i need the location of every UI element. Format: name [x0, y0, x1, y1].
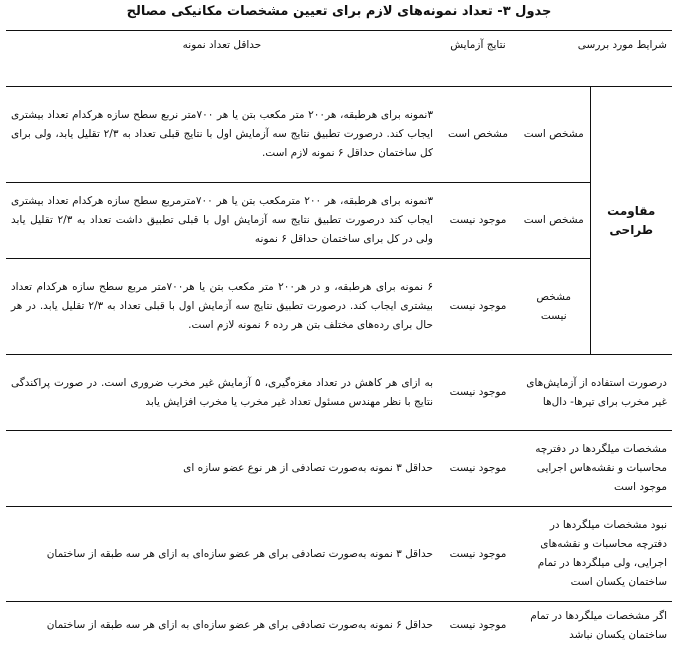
- spec-cell: مشخص است: [523, 128, 584, 140]
- condition-cell: اگر مشخصات میلگردها در تمام ساختمان یکسان نباشد: [518, 602, 672, 650]
- minimum-cell: به ازای هر کاهش در تعداد مغزه‌گیری، ۵ آزمایش غیر مخرب ضروری است. در صورت پراکندگی نتایج با نظر مهندس مسئول تعداد غیر مخرب یا مخرب افزایش یابد: [6, 355, 438, 431]
- minimum-cell: ۶ نمونه برای هرطبقه، و در هر۲۰۰ متر مکعب بتن یا هر۷۰۰متر مربع سطح سازه هرکدام تعداد بیشتری ایجاب کند. درصورت تطبیق نتایج سه آزمایش اول با قبلی تعداد به ۲/۳ تقلیل یابد. در هر حال برای رده‌های مختلف بتن هر رده ۶ نمونه لازم است.: [6, 259, 438, 355]
- spec-cell: مشخص است: [518, 183, 590, 259]
- table-row: [6, 87, 672, 183]
- result-cell: موجود نیست: [438, 431, 518, 507]
- condition-cell: مشخصات میلگردها در دفترچه محاسبات و نقشه‌هاس اجرایی موجود است: [518, 431, 672, 507]
- condition-cell: نبود مشخصات میلگردها در دفترچه محاسبات و نقشه‌های اجرایی، ولی میلگردها در تمام ساختمان یکسان است: [518, 507, 672, 602]
- result-cell: موجود نیست: [438, 355, 518, 431]
- result-cell: موجود نیست: [438, 602, 518, 650]
- sample-count-table: [6, 30, 672, 650]
- condition-cell: درصورت استفاده از آزمایش‌های غیر مخرب برای تیرها- دال‌ها: [518, 355, 672, 431]
- table-row: [6, 602, 672, 650]
- minimum-cell: حداقل ۳ نمونه به‌صورت تصادفی از هر نوع عضو سازه ای: [6, 431, 438, 507]
- result-cell: موجود نیست: [438, 507, 518, 602]
- header-results: نتایج آزمایش: [438, 30, 518, 87]
- table-title: جدول ۳- تعداد نمونه‌های لازم برای تعیین مشخصات مکانیکی مصالح: [126, 4, 552, 19]
- table-row: [6, 259, 672, 355]
- table-row: [6, 431, 672, 507]
- header-conditions: شرایط مورد بررسی: [518, 30, 672, 87]
- table-row: [6, 355, 672, 431]
- minimum-cell: ۳نمونه برای هرطبقه، هر۲۰۰ متر مکعب بتن یا هر ۷۰۰متر نربع سطح سازه هرکدام تعداد بیشتری ایجاب کند. درصورت تطبیق نتایج سه آزمایش اول با نتایج قبلی تعداد به ۲/۳ تقلیل یابد، ولی برای کل ساختمان حداقل ۶ نمونه لازم است.: [11, 109, 434, 159]
- table-row: [6, 507, 672, 602]
- minimum-cell: حداقل ۳ نمونه به‌صورت تصادفی برای هر عضو سازه‌ای به ازای هر سه طبقه از ساختمان: [6, 507, 438, 602]
- result-cell: موجود نیست: [438, 183, 518, 259]
- minimum-cell: ۳نمونه برای هرطبقه، هر ۲۰۰ مترمکعب بتن یا هر ۷۰۰مترمربع سطح سازه هرکدام تعداد بیشتری ایجاب کند درصورت تطبیق نتایج سه آزمایش اول با قبلی تطبیق داشت تعداد به ۲/۳ تقلیل یابد ولی در کل برای ساختمان حداقل ۶ نمونه: [6, 183, 438, 259]
- header-minimum: حداقل تعداد نمونه: [6, 30, 438, 87]
- result-cell: موجود نیست: [438, 259, 518, 355]
- table-header-row: [6, 30, 672, 87]
- spec-cell: مشخص نیست: [518, 259, 590, 355]
- table-row: [6, 183, 672, 259]
- minimum-cell: حداقل ۶ نمونه به‌صورت تصادفی برای هر عضو سازه‌ای به ازای هر سه طبقه از ساختمان: [6, 602, 438, 650]
- design-strength-label: مقاومت طراحی: [590, 87, 672, 355]
- result-cell: مشخص است: [448, 128, 508, 140]
